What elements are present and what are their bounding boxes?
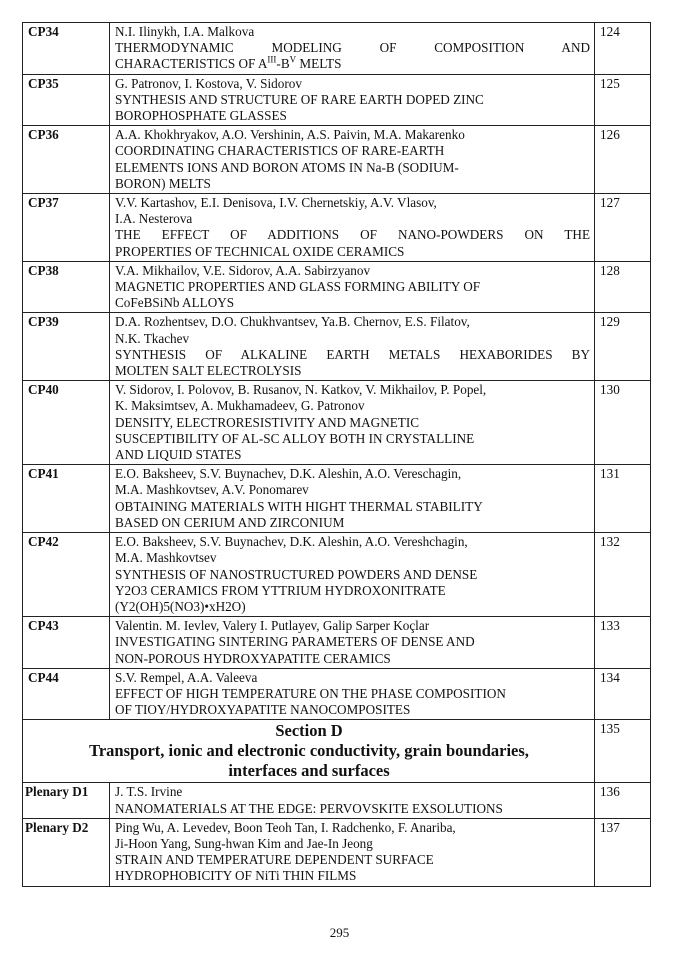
entry-title-line: MAGNETIC PROPERTIES AND GLASS FORMING ABILITY OF bbox=[115, 279, 481, 295]
entry-title-line: BORON) MELTS bbox=[115, 175, 211, 191]
entry-page: 127 bbox=[595, 194, 651, 262]
entry-title-line: EFFECT OF HIGH TEMPERATURE ON THE PHASE COMPOSITION bbox=[115, 685, 506, 701]
entry-title-line: AND LIQUID STATES bbox=[115, 447, 242, 463]
entry-page: 132 bbox=[595, 533, 651, 617]
entry-authors: J. T.S. Irvine bbox=[115, 784, 183, 800]
section-header bbox=[23, 720, 595, 783]
section-subtitle: interfaces and surfaces bbox=[228, 761, 390, 781]
entry-body bbox=[110, 783, 595, 818]
entry-page: 134 bbox=[595, 668, 651, 720]
entry-page: 131 bbox=[595, 465, 651, 533]
entry-title-line: COORDINATING CHARACTERISTICS OF RARE-EARTH bbox=[115, 143, 445, 159]
entry-title-line: BOROPHOSPHATE GLASSES bbox=[115, 108, 287, 124]
page-number: 295 bbox=[329, 925, 350, 940]
section-subtitle: Transport, ionic and electronic conductivity, grain boundaries, bbox=[89, 741, 529, 761]
entry-page: 130 bbox=[595, 381, 651, 465]
entry-body bbox=[110, 381, 595, 465]
entry-page: 129 bbox=[595, 313, 651, 381]
section-heading: Section D bbox=[275, 721, 343, 741]
table-row bbox=[23, 783, 651, 818]
table-row bbox=[23, 23, 651, 75]
entry-body bbox=[110, 194, 595, 262]
entry-body bbox=[110, 533, 595, 617]
entry-title-line: STRAIN AND TEMPERATURE DEPENDENT SURFACE bbox=[115, 852, 434, 868]
entry-page: 136 bbox=[595, 783, 651, 818]
entry-authors: E.O. Baksheev, S.V. Buynachev, D.K. Aleshin, A.O. Vereshchagin, bbox=[115, 534, 468, 550]
entry-code: CP43 bbox=[23, 617, 110, 669]
table-row bbox=[23, 668, 651, 720]
entry-page: 137 bbox=[595, 818, 651, 886]
entry-title-line: SYNTHESIS AND STRUCTURE OF RARE EARTH DOPED ZINC bbox=[115, 91, 484, 107]
entry-body bbox=[110, 818, 595, 886]
entry-title-line: NON-POROUS HYDROXYAPATITE CERAMICS bbox=[115, 650, 391, 666]
entry-body bbox=[110, 313, 595, 381]
entry-title-line: HYDROPHOBICITY OF NiTi THIN FILMS bbox=[115, 868, 357, 884]
entry-authors: Ji-Hoon Yang, Sung-hwan Kim and Jae-In Jeong bbox=[115, 835, 373, 851]
entry-authors: S.V. Rempel, A.A. Valeeva bbox=[115, 669, 258, 685]
entry-code: CP41 bbox=[23, 465, 110, 533]
entry-title-line: NANOMATERIALS AT THE EDGE: PERVOVSKITE EXSOLUTIONS bbox=[115, 800, 503, 816]
entry-page: 128 bbox=[595, 261, 651, 313]
entry-body bbox=[110, 74, 595, 126]
table-row bbox=[23, 465, 651, 533]
entry-title-line: Y2O3 CERAMICS FROM YTTRIUM HYDROXONITRATE bbox=[115, 582, 446, 598]
entry-code: CP38 bbox=[23, 261, 110, 313]
table-row bbox=[23, 126, 651, 194]
table-row bbox=[23, 818, 651, 886]
entry-body bbox=[110, 126, 595, 194]
entry-title-line: THE EFFECT OF ADDITIONS OF NANO-POWDERS ON THE bbox=[115, 227, 590, 243]
entry-authors: V. Sidorov, I. Polovov, B. Rusanov, N. Katkov, V. Mikhailov, P. Popel, bbox=[115, 382, 487, 398]
entry-title-line: (Y2(OH)5(NO3)•xH2O) bbox=[115, 598, 246, 614]
entry-code: Plenary D1 bbox=[23, 783, 110, 818]
entry-code: CP34 bbox=[23, 23, 110, 75]
entry-authors: I.A. Nesterova bbox=[115, 211, 193, 227]
entry-title-line: DENSITY, ELECTRORESISTIVITY AND MAGNETIC bbox=[115, 414, 420, 430]
entry-title-line: CoFeBSiNb ALLOYS bbox=[115, 295, 235, 311]
entry-title-line: ELEMENTS IONS AND BORON ATOMS IN Na-B (SODIUM- bbox=[115, 159, 459, 175]
entry-code: CP39 bbox=[23, 313, 110, 381]
entry-code: CP44 bbox=[23, 668, 110, 720]
section-row bbox=[23, 720, 651, 783]
entry-code: Plenary D2 bbox=[23, 818, 110, 886]
entry-page: 133 bbox=[595, 617, 651, 669]
entry-title-line: INVESTIGATING SINTERING PARAMETERS OF DENSE AND bbox=[115, 634, 475, 650]
entry-body bbox=[110, 465, 595, 533]
entry-authors: V.V. Kartashov, E.I. Denisova, I.V. Chernetskiy, A.V. Vlasov, bbox=[115, 195, 437, 211]
entry-page: 125 bbox=[595, 74, 651, 126]
entry-body bbox=[110, 261, 595, 313]
entry-title-line: SYNTHESIS OF NANOSTRUCTURED POWDERS AND DENSE bbox=[115, 566, 478, 582]
entry-authors: V.A. Mikhailov, V.E. Sidorov, A.A. Sabirzyanov bbox=[115, 262, 371, 278]
table-row bbox=[23, 194, 651, 262]
entry-title-line: PROPERTIES OF TECHNICAL OXIDE CERAMICS bbox=[115, 243, 405, 259]
entry-authors: Ping Wu, A. Levedev, Boon Teoh Tan, I. Radchenko, F. Anariba, bbox=[115, 819, 456, 835]
entry-code: CP36 bbox=[23, 126, 110, 194]
entry-code: CP42 bbox=[23, 533, 110, 617]
entry-body bbox=[110, 617, 595, 669]
table-row bbox=[23, 261, 651, 313]
entry-title-line: OBTAINING MATERIALS WITH HIGHT THERMAL STABILITY bbox=[115, 498, 483, 514]
entry-authors: N.K. Tkachev bbox=[115, 330, 190, 346]
entry-authors: N.I. Ilinykh, I.A. Malkova bbox=[115, 24, 255, 39]
table-row bbox=[23, 74, 651, 126]
entry-body bbox=[110, 23, 595, 75]
entry-title-line: SUSCEPTIBILITY OF AL-SC ALLOY BOTH IN CRYSTALLINE bbox=[115, 430, 475, 446]
entry-authors: K. Maksimtsev, A. Mukhamadeev, G. Patronov bbox=[115, 398, 365, 414]
table-row bbox=[23, 533, 651, 617]
section-page: 135 bbox=[595, 720, 651, 783]
entry-authors: M.A. Mashkovtsev, A.V. Ponomarev bbox=[115, 482, 309, 498]
entry-title-line: CHARACTERISTICS OF $A^{III}-B^V$ MELTS bbox=[115, 55, 342, 72]
table-row bbox=[23, 617, 651, 669]
entry-code: CP35 bbox=[23, 74, 110, 126]
entry-page: 126 bbox=[595, 126, 651, 194]
entry-title-line: BASED ON CERIUM AND ZIRCONIUM bbox=[115, 514, 345, 530]
table-row bbox=[23, 313, 651, 381]
entry-code: CP37 bbox=[23, 194, 110, 262]
entry-authors: A.A. Khokhryakov, A.O. Vershinin, A.S. Paivin, M.A. Makarenko bbox=[115, 127, 465, 143]
contents-table bbox=[22, 22, 651, 887]
entry-authors: M.A. Mashkovtsev bbox=[115, 550, 217, 566]
entries-body bbox=[23, 23, 651, 887]
entry-title-line: OF TIOY/HYDROXYAPATITE NANOCOMPOSITES bbox=[115, 702, 411, 718]
entry-authors: E.O. Baksheev, S.V. Buynachev, D.K. Aleshin, A.O. Vereschagin, bbox=[115, 466, 462, 482]
entry-title-line: THERMODYNAMIC MODELING OF COMPOSITION AND bbox=[115, 40, 590, 56]
entry-body bbox=[110, 668, 595, 720]
entry-title-line: SYNTHESIS OF ALKALINE EARTH METALS HEXABORIDES BY bbox=[115, 346, 590, 362]
entry-page: 124 bbox=[595, 23, 651, 75]
entry-authors: Valentin. M. Ievlev, Valery I. Putlayev, Galip Sarper Koçlar bbox=[115, 618, 430, 634]
entry-authors: D.A. Rozhentsev, D.O. Chukhvantsev, Ya.B. Chernov, E.S. Filatov, bbox=[115, 314, 470, 330]
table-row bbox=[23, 381, 651, 465]
entry-code: CP40 bbox=[23, 381, 110, 465]
entry-authors: G. Patronov, I. Kostova, V. Sidorov bbox=[115, 75, 302, 91]
entry-title-line: MOLTEN SALT ELECTROLYSIS bbox=[115, 363, 302, 379]
